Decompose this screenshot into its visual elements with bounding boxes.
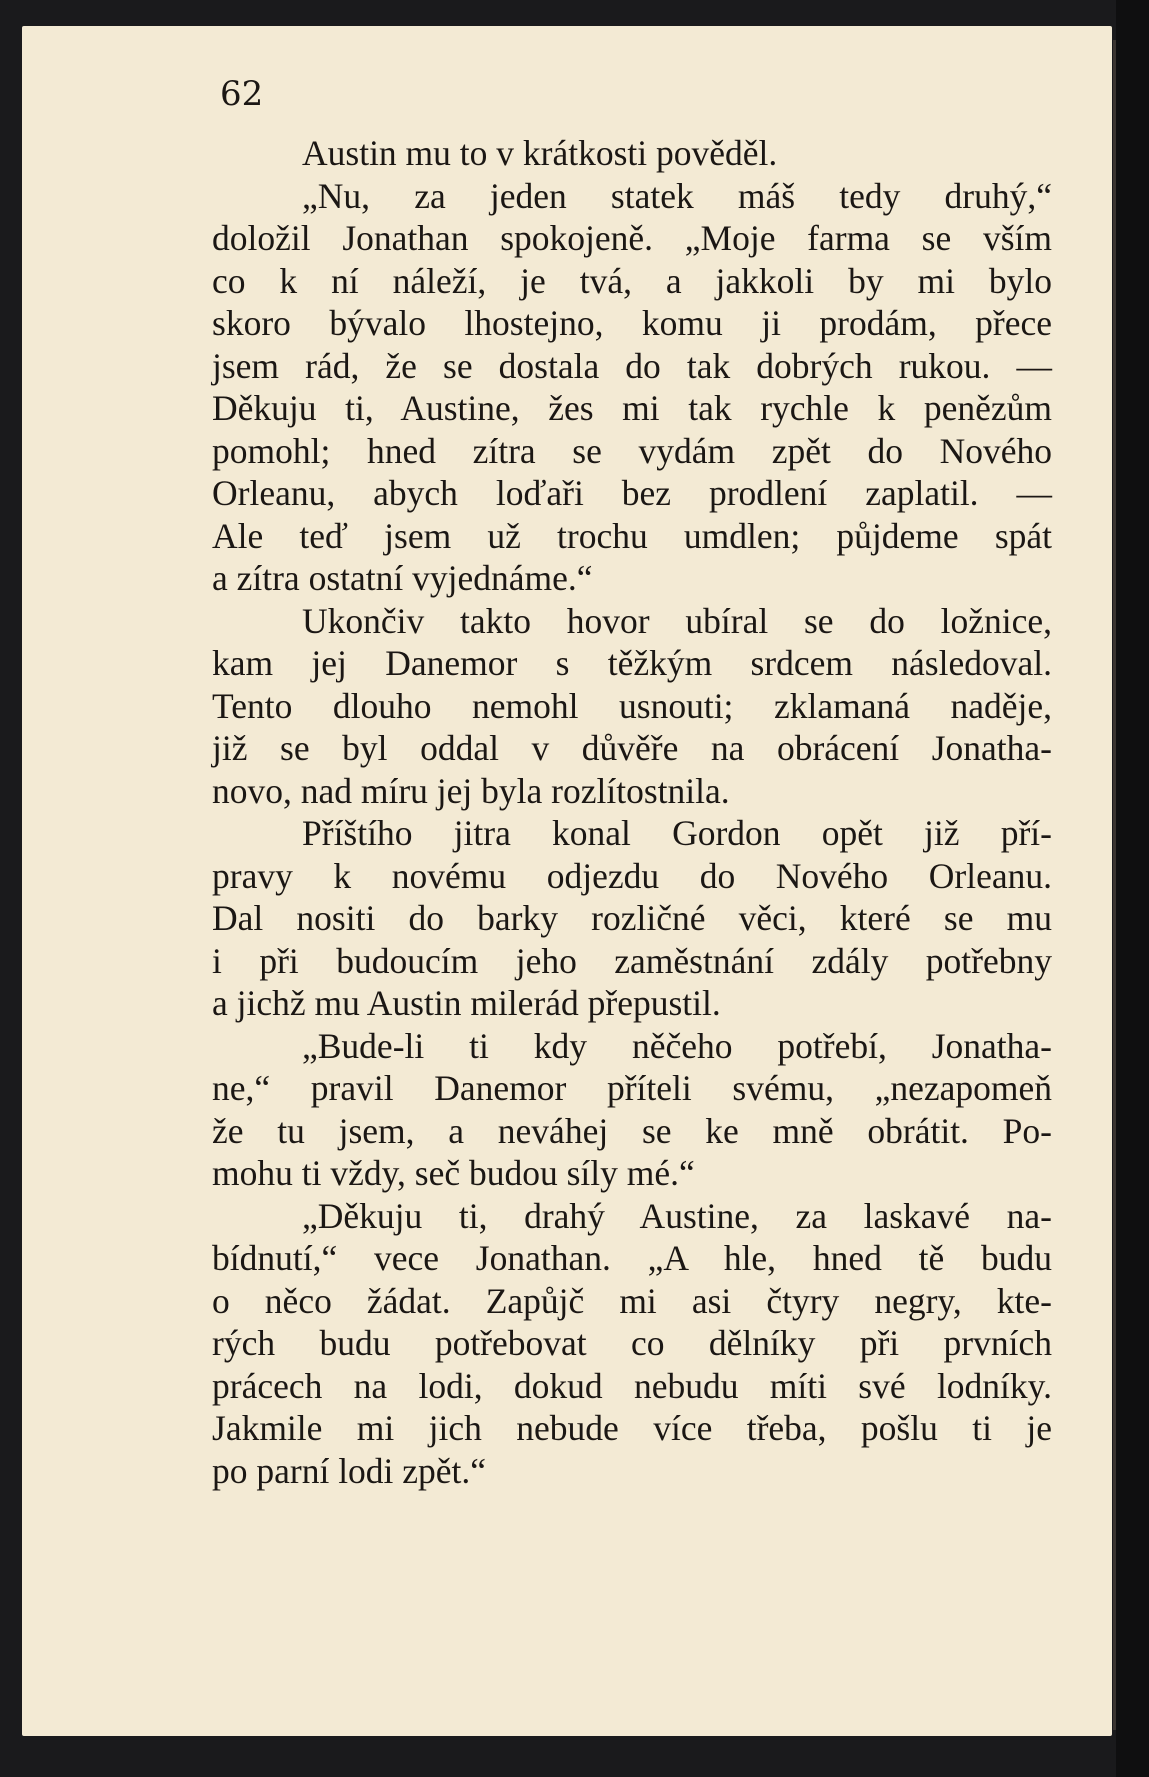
text-line: co k ní náleží, je tvá, a jakkoli by mi bylo [212, 260, 1052, 301]
text-line: a zítra ostatní vyjednáme.“ [212, 558, 593, 598]
body-text [212, 132, 1052, 1492]
text-line: Děkuju ti, Austine, žes mi tak rychle k penězům [212, 388, 1052, 428]
text-line: ne,“ pravil Danemor příteli svému, „nezapomeň [212, 1068, 1052, 1108]
text-line: Ukončiv takto hovor ubíral se do ložnice, [302, 600, 1052, 641]
text-line: Orleanu, abych loďaři bez prodlení zaplatil. — [212, 473, 1052, 513]
text-line: jsem rád, že se dostala do tak dobrých rukou. — [212, 345, 1052, 386]
text-line: rých budu potřebovat co dělníky při prvních [212, 1323, 1052, 1363]
text-line: Dal nositi do barky rozličné věci, které se mu [212, 898, 1052, 938]
text-line: novo, nad míru jej byla rozlítostnila. [212, 770, 730, 811]
dark-gutter [1116, 0, 1149, 1777]
text-line: „Děkuju ti, drahý Austine, za laskavé na- [302, 1195, 1052, 1236]
text-line: prácech na lodi, dokud nebudu míti své lodníky. [212, 1365, 1052, 1406]
text-line: pomohl; hned zítra se vydám zpět do Nového [212, 430, 1052, 471]
page-number: 62 [220, 74, 264, 114]
text-line: skoro bývalo lhostejno, komu ji prodám, přece [212, 303, 1052, 343]
text-line: pravy k novému odjezdu do Nového Orleanu. [212, 855, 1052, 896]
text-line: „Nu, za jeden statek máš tedy druhý,“ [302, 175, 1052, 216]
text-line: Jakmile mi jich nebude více třeba, pošlu ti je [212, 1408, 1052, 1448]
text-line: kam jej Danemor s těžkým srdcem následoval. [212, 643, 1052, 683]
text-line: doložil Jonathan spokojeně. „Moje farma se vším [212, 218, 1052, 258]
text-line: a jichž mu Austin milerád přepustil. [212, 983, 721, 1023]
text-line: Ale teď jsem už trochu umdlen; půjdeme spát [212, 515, 1052, 556]
text-line: bídnutí,“ vece Jonathan. „A hle, hned tě budu [212, 1238, 1052, 1278]
text-line: „Bude-li ti kdy něčeho potřebí, Jonatha- [302, 1025, 1052, 1066]
text-line: Příštího jitra konal Gordon opět již pří- [302, 813, 1052, 853]
text-line: i při budoucím jeho zaměstnání zdály potřebny [212, 940, 1052, 981]
text-line: již se byl oddal v důvěře na obrácení Jonatha- [212, 728, 1052, 768]
text-line: Tento dlouho nemohl usnouti; zklamaná naděje, [212, 685, 1052, 726]
text-line: mohu ti vždy, seč budou síly mé.“ [212, 1153, 695, 1193]
text-line: Austin mu to v krátkosti pověděl. [302, 133, 778, 173]
text-line: že tu jsem, a neváhej se ke mně obrátit. Po- [212, 1110, 1052, 1151]
text-line: po parní lodi zpět.“ [212, 1450, 487, 1491]
text-line: o něco žádat. Zapůjč mi asi čtyry negry, kte- [212, 1280, 1052, 1321]
